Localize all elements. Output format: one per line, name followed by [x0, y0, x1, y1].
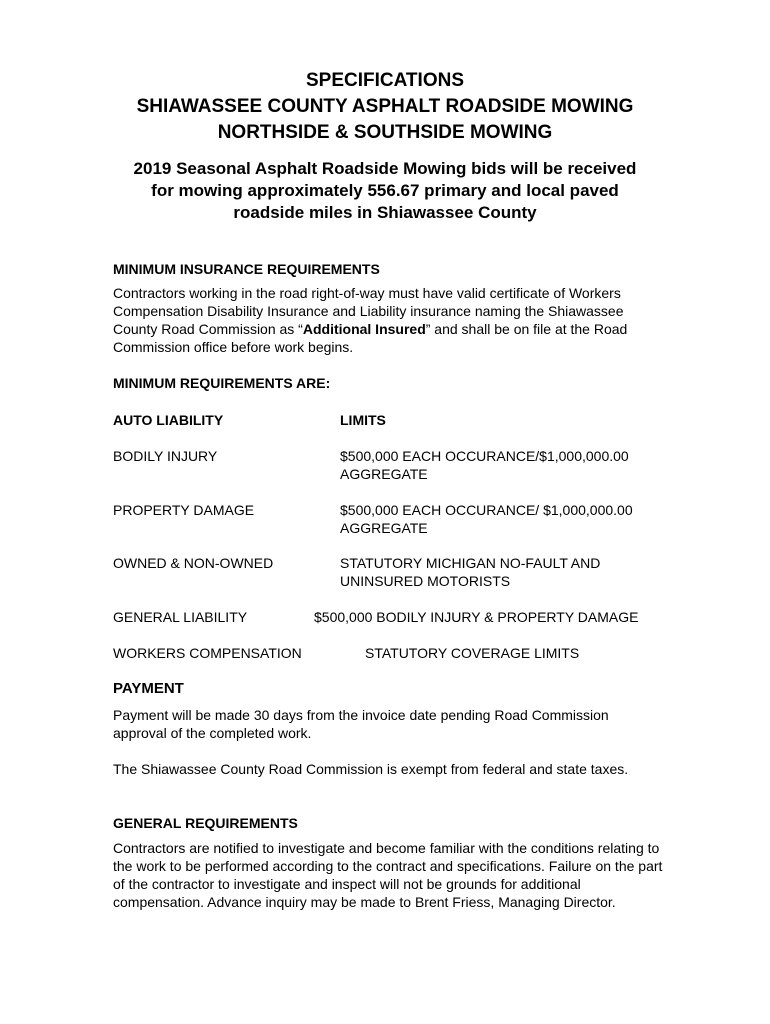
- title-line-1: SPECIFICATIONS: [306, 70, 464, 91]
- row-label-owned-non-owned: OWNED & NON-OWNED: [113, 555, 274, 571]
- insurance-heading: MINIMUM INSURANCE REQUIREMENTS: [113, 261, 380, 277]
- subtitle-line-2: for mowing approximately 556.67 primary and local paved: [151, 181, 619, 200]
- auto-liability-header: AUTO LIABILITY: [113, 412, 224, 428]
- min-requirements-heading: MINIMUM REQUIREMENTS ARE:: [113, 375, 331, 391]
- additional-insured-text: Additional Insured: [302, 321, 426, 337]
- row-label-bodily-injury: BODILY INJURY: [113, 448, 218, 464]
- general-requirements-paragraph: Contractors are notified to investigate and become familiar with the conditions relating to the work to be performed according to the contract and specifications. Failure on the part of the contractor to investigate and inspect will not be grounds for additional compensation. Advance inquiry may be made to Brent Friess, Managing Director.: [113, 840, 663, 910]
- row-label-property-damage: PROPERTY DAMAGE: [113, 502, 255, 518]
- subtitle-line-3: roadside miles in Shiawassee County: [233, 203, 537, 222]
- row-value-general-liability: $500,000 BODILY INJURY & PROPERTY DAMAGE: [314, 609, 639, 625]
- payment-paragraph-1: Payment will be made 30 days from the invoice date pending Road Commission approval of the completed work.: [113, 707, 609, 741]
- row-value-property-damage: $500,000 EACH OCCURANCE/ $1,000,000.00 AGGREGATE: [340, 502, 633, 536]
- payment-paragraph-2: The Shiawassee County Road Commission is exempt from federal and state taxes.: [113, 761, 629, 777]
- row-value-bodily-injury: $500,000 EACH OCCURANCE/$1,000,000.00 AGGREGATE: [340, 448, 629, 482]
- payment-heading: PAYMENT: [113, 680, 184, 697]
- insurance-paragraph: [113, 284, 663, 356]
- row-value-workers-compensation: STATUTORY COVERAGE LIMITS: [365, 645, 580, 661]
- limits-header: LIMITS: [340, 412, 386, 428]
- general-requirements-heading: GENERAL REQUIREMENTS: [113, 815, 298, 831]
- row-label-general-liability: GENERAL LIABILITY: [113, 609, 248, 625]
- row-value-owned-non-owned: STATUTORY MICHIGAN NO-FAULT AND UNINSURED MOTORISTS: [340, 555, 601, 589]
- insurance-text-before: Contractors working in the road right-of-way must have valid certificate of Workers Compensation Disability Insurance and Liability insurance naming the Shiawassee County Road Commission as “: [113, 285, 624, 337]
- insurance-text-after: ” and shall be on file at the Road Commission office before work begins.: [113, 321, 628, 355]
- title-line-2: SHIAWASSEE COUNTY ASPHALT ROADSIDE MOWING: [136, 96, 634, 117]
- title-line-3: NORTHSIDE & SOUTHSIDE MOWING: [217, 122, 553, 143]
- subtitle-line-1: 2019 Seasonal Asphalt Roadside Mowing bids will be received: [133, 159, 637, 178]
- row-label-workers-compensation: WORKERS COMPENSATION: [113, 645, 302, 661]
